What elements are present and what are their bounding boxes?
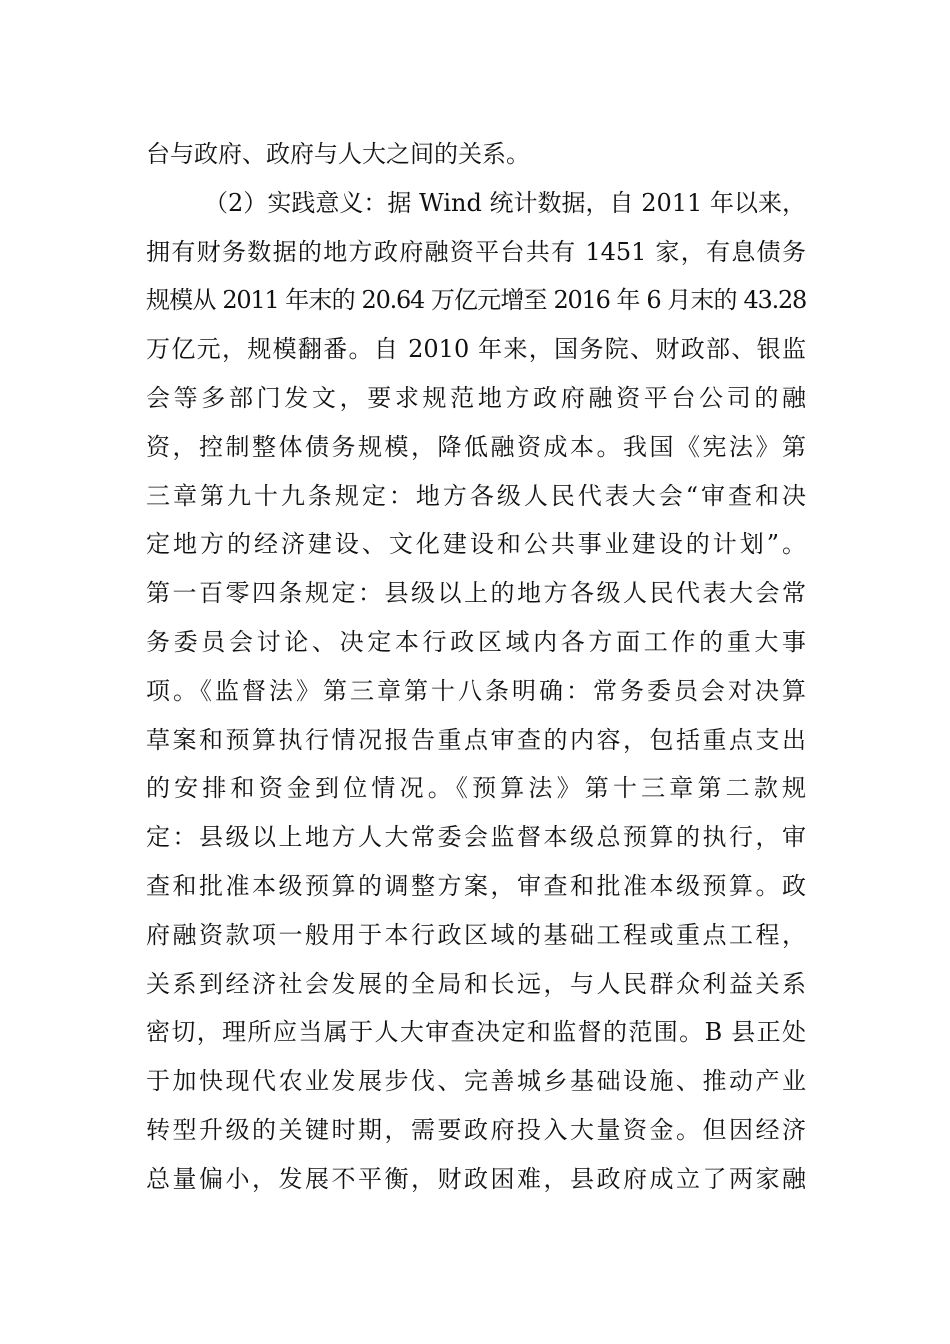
text-line: （2）实践意义：据 Wind 统计数据，自 2011 年以来， — [204, 188, 806, 217]
text-line: 草案和预算执行情况报告重点审查的内容，包括重点支出 — [146, 725, 806, 754]
text-line: 总量偏小，发展不平衡，财政困难，县政府成立了两家融 — [146, 1164, 806, 1193]
text-line: 会等多部门发文，要求规范地方政府融资平台公司的融 — [146, 383, 806, 412]
text-line: 项。《监督法》第三章第十八条明确：常务委员会对决算 — [146, 676, 806, 705]
text-line: 密切，理所应当属于人大审查决定和监督的范围。B 县正处 — [146, 1018, 806, 1047]
text-line: 定地方的经济建设、文化建设和公共事业建设的计划”。 — [146, 530, 806, 559]
text-line: 府融资款项一般用于本行政区域的基础工程或重点工程， — [146, 920, 806, 949]
text-line: 万亿元，规模翻番。自 2010 年来，国务院、财政部、银监 — [146, 335, 806, 364]
text-line: 规模从 2011 年末的 20.64 万亿元增至 2016 年 6 月末的 43.28 — [146, 286, 806, 315]
text-line: 转型升级的关键时期，需要政府投入大量资金。但因经济 — [146, 1115, 806, 1144]
text-line: 第一百零四条规定：县级以上的地方各级人民代表大会常 — [146, 579, 806, 608]
text-line: 查和批准本级预算的调整方案，审查和批准本级预算。政 — [146, 871, 806, 900]
text-line: 定：县级以上地方人大常委会监督本级总预算的执行，审 — [146, 823, 806, 852]
text-line: 关系到经济社会发展的全局和长远，与人民群众利益关系 — [146, 969, 806, 998]
text-line: 台与政府、政府与人大之间的关系。 — [146, 140, 530, 168]
text-line: 资，控制整体债务规模，降低融资成本。我国《宪法》第 — [146, 432, 806, 461]
text-line: 三章第九十九条规定：地方各级人民代表大会“审查和决 — [146, 481, 806, 510]
text-line: 的安排和资金到位情况。《预算法》第十三章第二款规 — [146, 774, 806, 803]
body-text — [146, 130, 806, 1204]
text-line: 拥有财务数据的地方政府融资平台共有 1451 家，有息债务 — [146, 237, 806, 266]
text-line: 务委员会讨论、决定本行政区域内各方面工作的重大事 — [146, 627, 806, 656]
text-line: 于加快现代农业发展步伐、完善城乡基础设施、推动产业 — [146, 1067, 806, 1096]
